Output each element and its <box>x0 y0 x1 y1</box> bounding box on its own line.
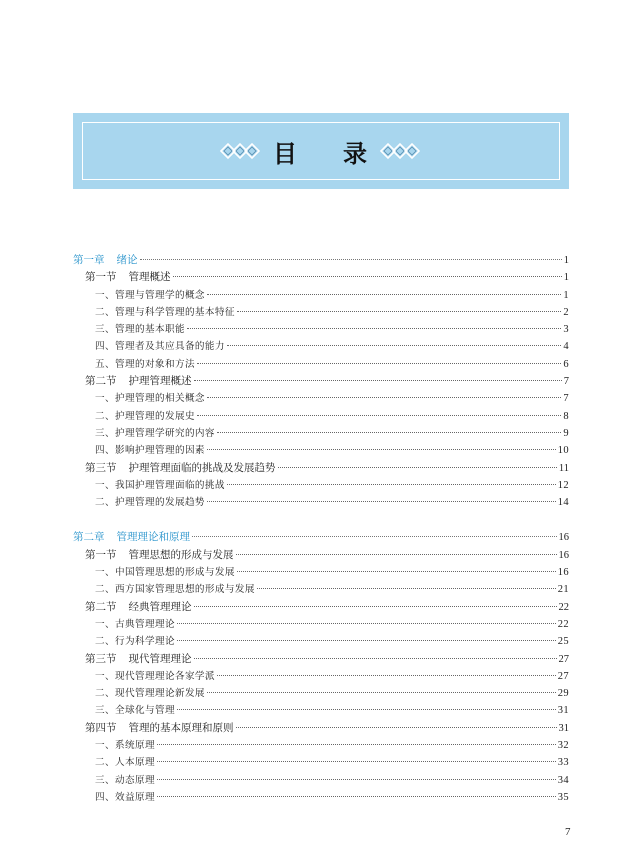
toc-title-banner <box>73 113 569 189</box>
entry-page-number: 31 <box>557 705 569 717</box>
dot-leader <box>157 779 556 780</box>
dot-leader <box>207 397 561 398</box>
chapter-number: 第二章 <box>73 531 105 544</box>
section-title: 护理管理面临的挑战及发展趋势 <box>128 461 276 474</box>
entry-page-number: 32 <box>557 740 569 752</box>
entry-page-number: 29 <box>557 688 569 700</box>
entry-page-number: 27 <box>558 653 569 665</box>
item-title: 二、护理管理的发展史 <box>95 410 195 422</box>
entry-page-number: 27 <box>557 670 569 682</box>
item-title: 四、效益原理 <box>95 791 155 803</box>
dot-leader <box>207 294 561 295</box>
section-number: 第一节 <box>85 548 117 561</box>
item-title: 一、我国护理管理面临的挑战 <box>95 479 225 491</box>
dot-leader <box>173 276 562 277</box>
dot-leader <box>217 432 561 433</box>
toc-section-entry[interactable] <box>73 547 569 564</box>
entry-page-number: 34 <box>557 774 569 786</box>
toc-item-entry[interactable] <box>73 668 569 685</box>
toc-item-entry[interactable] <box>73 321 569 338</box>
diamond-ornament-left-icon <box>219 142 263 160</box>
item-title: 三、管理的基本职能 <box>95 324 185 336</box>
toc-title <box>209 134 433 169</box>
section-number: 第三节 <box>85 652 117 665</box>
diamond-ornament-right-icon <box>379 142 423 160</box>
entry-page-number: 4 <box>563 341 569 353</box>
dot-leader <box>194 380 562 381</box>
item-title: 二、管理与科学管理的基本特征 <box>95 306 235 318</box>
section-title: 现代管理理论 <box>128 652 192 665</box>
dot-leader <box>197 363 561 364</box>
toc-item-entry[interactable] <box>73 338 569 355</box>
dot-leader <box>157 761 556 762</box>
toc-item-entry[interactable] <box>73 754 569 771</box>
dot-leader <box>140 259 562 260</box>
chapter-title: 管理理论和原理 <box>116 531 190 544</box>
toc-item-entry[interactable] <box>73 685 569 702</box>
toc-section-entry[interactable] <box>73 460 569 477</box>
item-title: 五、管理的对象和方法 <box>95 358 195 370</box>
toc-item-entry[interactable] <box>73 737 569 754</box>
dot-leader <box>207 692 556 693</box>
toc-item-entry[interactable] <box>73 408 569 425</box>
toc-item-entry[interactable] <box>73 442 569 459</box>
toc-item-entry[interactable] <box>73 287 569 304</box>
dot-leader <box>197 415 561 416</box>
dot-leader <box>236 554 557 555</box>
toc-item-entry[interactable] <box>73 304 569 321</box>
item-title: 一、中国管理思想的形成与发展 <box>95 567 235 579</box>
dot-leader <box>207 449 556 450</box>
toc-chapter-block <box>73 252 569 511</box>
section-number: 第一节 <box>85 271 117 284</box>
toc-section-entry[interactable] <box>73 651 569 668</box>
toc-chapter-block <box>73 529 569 806</box>
entry-page-number: 6 <box>563 358 569 370</box>
page-number: 7 <box>565 826 571 838</box>
chapter-page-number: 16 <box>558 532 569 544</box>
entry-page-number: 33 <box>557 757 569 769</box>
dot-leader <box>177 623 556 624</box>
dot-leader <box>217 675 556 676</box>
item-title: 一、现代管理理论各家学派 <box>95 670 215 682</box>
entry-page-number: 25 <box>557 636 569 648</box>
section-number: 第四节 <box>85 721 117 734</box>
dot-leader <box>227 484 556 485</box>
item-title: 四、影响护理管理的因素 <box>95 445 205 457</box>
toc-item-entry[interactable] <box>73 772 569 789</box>
item-title: 一、古典管理理论 <box>95 618 175 630</box>
section-title: 管理思想的形成与发展 <box>128 548 234 561</box>
entry-page-number: 7 <box>563 376 569 388</box>
item-title: 三、动态原理 <box>95 774 155 786</box>
item-title: 一、护理管理的相关概念 <box>95 393 205 405</box>
item-title: 二、行为科学理论 <box>95 636 175 648</box>
entry-page-number: 11 <box>558 462 569 474</box>
chapter-page-number: 1 <box>563 255 569 266</box>
entry-page-number: 9 <box>563 427 569 439</box>
section-title: 管理概述 <box>128 271 171 284</box>
dot-leader <box>207 501 556 502</box>
entry-page-number: 1 <box>563 289 569 301</box>
item-title: 二、人本原理 <box>95 757 155 769</box>
chapter-title: 绪论 <box>116 254 138 266</box>
dot-leader <box>187 328 561 329</box>
toc-item-entry[interactable] <box>73 789 569 806</box>
section-title: 经典管理理论 <box>128 600 192 613</box>
entry-page-number: 14 <box>557 497 569 509</box>
entry-page-number: 35 <box>557 791 569 803</box>
item-title: 三、全球化与管理 <box>95 705 175 717</box>
item-title: 一、系统原理 <box>95 740 155 752</box>
dot-leader <box>237 571 556 572</box>
entry-page-number: 21 <box>557 584 569 596</box>
entry-page-number: 12 <box>557 479 569 491</box>
item-title: 一、管理与管理学的概念 <box>95 289 205 301</box>
dot-leader <box>227 345 561 346</box>
toc-section-entry[interactable] <box>73 373 569 390</box>
toc-item-entry[interactable] <box>73 581 569 598</box>
section-number: 第三节 <box>85 461 117 474</box>
toc-item-entry[interactable] <box>73 390 569 407</box>
toc-section-entry[interactable] <box>73 599 569 616</box>
entry-page-number: 22 <box>558 601 569 613</box>
toc-item-entry[interactable] <box>73 616 569 633</box>
toc-item-entry[interactable] <box>73 356 569 373</box>
toc-title-char-2: 录 <box>343 138 369 168</box>
entry-page-number: 16 <box>558 549 569 561</box>
toc-section-entry[interactable] <box>73 720 569 737</box>
toc-item-entry[interactable] <box>73 633 569 650</box>
entry-page-number: 16 <box>557 567 569 579</box>
section-title: 护理管理概述 <box>128 375 192 388</box>
entry-page-number: 8 <box>563 410 569 422</box>
toc-title-char-1: 目 <box>273 138 299 168</box>
entry-page-number: 10 <box>557 445 569 457</box>
item-title: 二、护理管理的发展趋势 <box>95 497 205 509</box>
item-title: 三、护理管理学研究的内容 <box>95 427 215 439</box>
section-number: 第二节 <box>85 375 117 388</box>
toc-item-entry[interactable] <box>73 425 569 442</box>
section-number: 第二节 <box>85 600 117 613</box>
dot-leader <box>157 744 556 745</box>
entry-page-number: 22 <box>557 618 569 630</box>
dot-leader <box>278 467 557 468</box>
item-title: 四、管理者及其应具备的能力 <box>95 341 225 353</box>
section-title: 管理的基本原理和原则 <box>128 721 234 734</box>
dot-leader <box>157 796 556 797</box>
entry-page-number: 1 <box>563 272 569 284</box>
dot-leader <box>257 588 556 589</box>
toc-item-entry[interactable] <box>73 477 569 494</box>
dot-leader <box>192 536 557 537</box>
entry-page-number: 3 <box>563 324 569 336</box>
toc-item-entry[interactable] <box>73 494 569 511</box>
chapter-number: 第一章 <box>73 254 105 266</box>
dot-leader <box>237 311 561 312</box>
entry-page-number: 2 <box>563 306 569 318</box>
toc-chapter-entry[interactable] <box>73 529 569 546</box>
entry-page-number: 7 <box>563 393 569 405</box>
dot-leader <box>177 709 556 710</box>
toc-title-frame <box>82 122 560 180</box>
dot-leader <box>236 727 557 728</box>
item-title: 二、现代管理理论新发展 <box>95 688 205 700</box>
dot-leader <box>177 640 556 641</box>
dot-leader <box>194 658 557 659</box>
item-title: 二、西方国家管理思想的形成与发展 <box>95 584 255 596</box>
toc-item-entry[interactable] <box>73 702 569 719</box>
toc-section-entry[interactable] <box>73 269 569 286</box>
table-of-contents <box>73 252 569 806</box>
entry-page-number: 31 <box>558 722 569 734</box>
dot-leader <box>194 606 557 607</box>
toc-chapter-entry[interactable] <box>73 252 569 269</box>
toc-item-entry[interactable] <box>73 564 569 581</box>
